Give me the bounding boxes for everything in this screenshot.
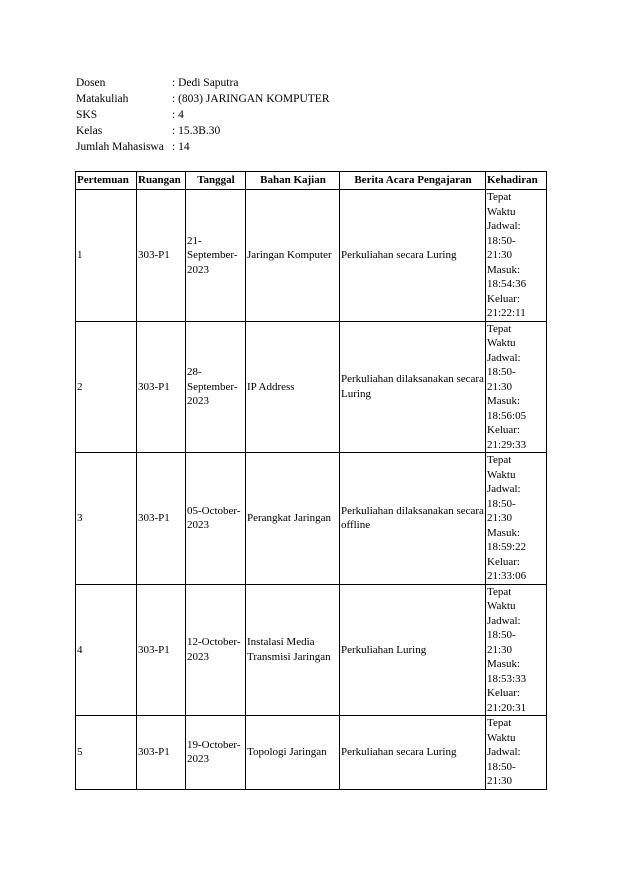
table-row — [76, 453, 547, 585]
header-bahan-kajian: Bahan Kajian — [246, 172, 340, 190]
info-value: : 4 — [172, 109, 184, 121]
header-tanggal: Tanggal — [186, 172, 246, 190]
cell-kehadiran — [486, 584, 547, 716]
kehadiran-line: Tepat — [487, 322, 512, 335]
kehadiran-line: Waktu — [487, 205, 516, 218]
cell-berita-acara: Perkuliahan secara Luring — [340, 190, 486, 322]
kehadiran-line: Tepat — [487, 191, 512, 203]
table-row — [76, 321, 547, 453]
kehadiran-line: 21:29:33 — [487, 438, 527, 451]
kehadiran-line: Jadwal: — [487, 220, 521, 232]
cell-kehadiran — [486, 190, 547, 322]
info-row-kelas — [76, 123, 330, 139]
kehadiran-line: 18:50- — [487, 234, 516, 247]
kehadiran-line: 18:54:36 — [487, 278, 527, 290]
kehadiran-line: Jadwal: — [487, 746, 521, 758]
cell-pertemuan: 4 — [76, 584, 137, 716]
cell-berita-acara: Perkuliahan secara Luring — [340, 716, 486, 790]
kehadiran-line: 18:50- — [487, 629, 516, 641]
info-row-jumlah-mahasiswa — [76, 139, 330, 155]
kehadiran-line: 21:30 — [487, 512, 513, 524]
cell-tanggal: 28-September-2023 — [186, 321, 246, 453]
kehadiran-line: 18:50- — [487, 497, 516, 510]
kehadiran-line: 18:59:22 — [487, 541, 527, 553]
info-label: Matakuliah — [76, 93, 129, 105]
cell-kehadiran — [486, 716, 547, 790]
table-row — [76, 716, 547, 790]
kehadiran-line: Keluar: — [487, 292, 520, 305]
info-label: Jumlah Mahasiswa — [76, 141, 164, 153]
kehadiran-line: Jadwal: — [487, 351, 521, 364]
cell-tanggal: 21-September-2023 — [186, 190, 246, 322]
header-pertemuan: Pertemuan — [76, 172, 137, 190]
info-label: Dosen — [76, 77, 106, 89]
cell-pertemuan: 1 — [76, 190, 137, 322]
kehadiran-line: Keluar: — [487, 555, 520, 568]
cell-tanggal: 12-October-2023 — [186, 584, 246, 716]
cell-ruangan: 303-P1 — [137, 453, 186, 585]
kehadiran-line: 21:33:06 — [487, 570, 527, 582]
kehadiran-line: Tepat — [487, 717, 512, 729]
info-row-dosen — [76, 75, 330, 91]
kehadiran-line: 21:30 — [487, 249, 513, 261]
kehadiran-line: Keluar: — [487, 424, 520, 436]
course-info — [76, 75, 330, 155]
kehadiran-line: 18:53:33 — [487, 672, 527, 685]
table-row — [76, 190, 547, 322]
kehadiran-line: Waktu — [487, 731, 516, 744]
kehadiran-line: Tepat — [487, 585, 512, 598]
cell-ruangan: 303-P1 — [137, 716, 186, 790]
kehadiran-line: Masuk: — [487, 263, 520, 276]
info-label: SKS — [76, 109, 98, 121]
kehadiran-line: Masuk: — [487, 658, 520, 670]
header-ruangan: Ruangan — [137, 172, 186, 190]
cell-ruangan: 303-P1 — [137, 584, 186, 716]
kehadiran-line: Jadwal: — [487, 483, 521, 495]
kehadiran-line: Keluar: — [487, 687, 520, 699]
kehadiran-line: 21:30 — [487, 380, 513, 393]
cell-tanggal: 19-October-2023 — [186, 716, 246, 790]
info-row-sks — [76, 107, 330, 123]
table-row — [76, 584, 547, 716]
kehadiran-line: Waktu — [487, 468, 516, 481]
info-row-matakuliah — [76, 91, 330, 107]
info-label: Kelas — [76, 125, 103, 137]
cell-berita-acara: Perkuliahan dilaksanakan secara offline — [340, 453, 486, 585]
header-berita-acara: Berita Acara Pengajaran — [340, 172, 486, 190]
cell-kehadiran — [486, 321, 547, 453]
cell-ruangan: 303-P1 — [137, 321, 186, 453]
kehadiran-line: Masuk: — [487, 395, 520, 407]
schedule-table — [75, 171, 547, 790]
info-value: : Dedi Saputra — [172, 77, 239, 89]
cell-pertemuan: 5 — [76, 716, 137, 790]
info-value: : 15.3B.30 — [172, 125, 221, 137]
cell-bahan-kajian: Topologi Jaringan — [246, 716, 340, 790]
cell-pertemuan: 3 — [76, 453, 137, 585]
cell-bahan-kajian: Perangkat Jaringan — [246, 453, 340, 585]
cell-bahan-kajian: IP Address — [246, 321, 340, 453]
cell-ruangan: 303-P1 — [137, 190, 186, 322]
kehadiran-line: 18:56:05 — [487, 409, 527, 422]
cell-berita-acara: Perkuliahan Luring — [340, 584, 486, 716]
kehadiran-line: Masuk: — [487, 526, 520, 539]
cell-pertemuan: 2 — [76, 321, 137, 453]
kehadiran-line: Jadwal: — [487, 614, 521, 627]
kehadiran-line: Waktu — [487, 337, 516, 349]
info-value: : (803) JARINGAN KOMPUTER — [172, 93, 330, 105]
kehadiran-line: 18:50- — [487, 366, 516, 378]
kehadiran-line: Waktu — [487, 600, 516, 612]
kehadiran-line: 18:50- — [487, 760, 516, 773]
header-kehadiran: Kehadiran — [486, 172, 547, 190]
kehadiran-line: 21:30 — [487, 775, 513, 787]
cell-kehadiran — [486, 453, 547, 585]
cell-berita-acara: Perkuliahan dilaksanakan secara Luring — [340, 321, 486, 453]
kehadiran-line: 21:30 — [487, 643, 513, 656]
kehadiran-line: 21:20:31 — [487, 701, 527, 714]
kehadiran-line: 21:22:11 — [487, 307, 526, 319]
info-value: : 14 — [172, 141, 190, 153]
cell-bahan-kajian: Jaringan Komputer — [246, 190, 340, 322]
kehadiran-line: Tepat — [487, 454, 512, 466]
table-header-row — [76, 172, 547, 190]
cell-tanggal: 05-October-2023 — [186, 453, 246, 585]
cell-bahan-kajian: Instalasi Media Transmisi Jaringan — [246, 584, 340, 716]
